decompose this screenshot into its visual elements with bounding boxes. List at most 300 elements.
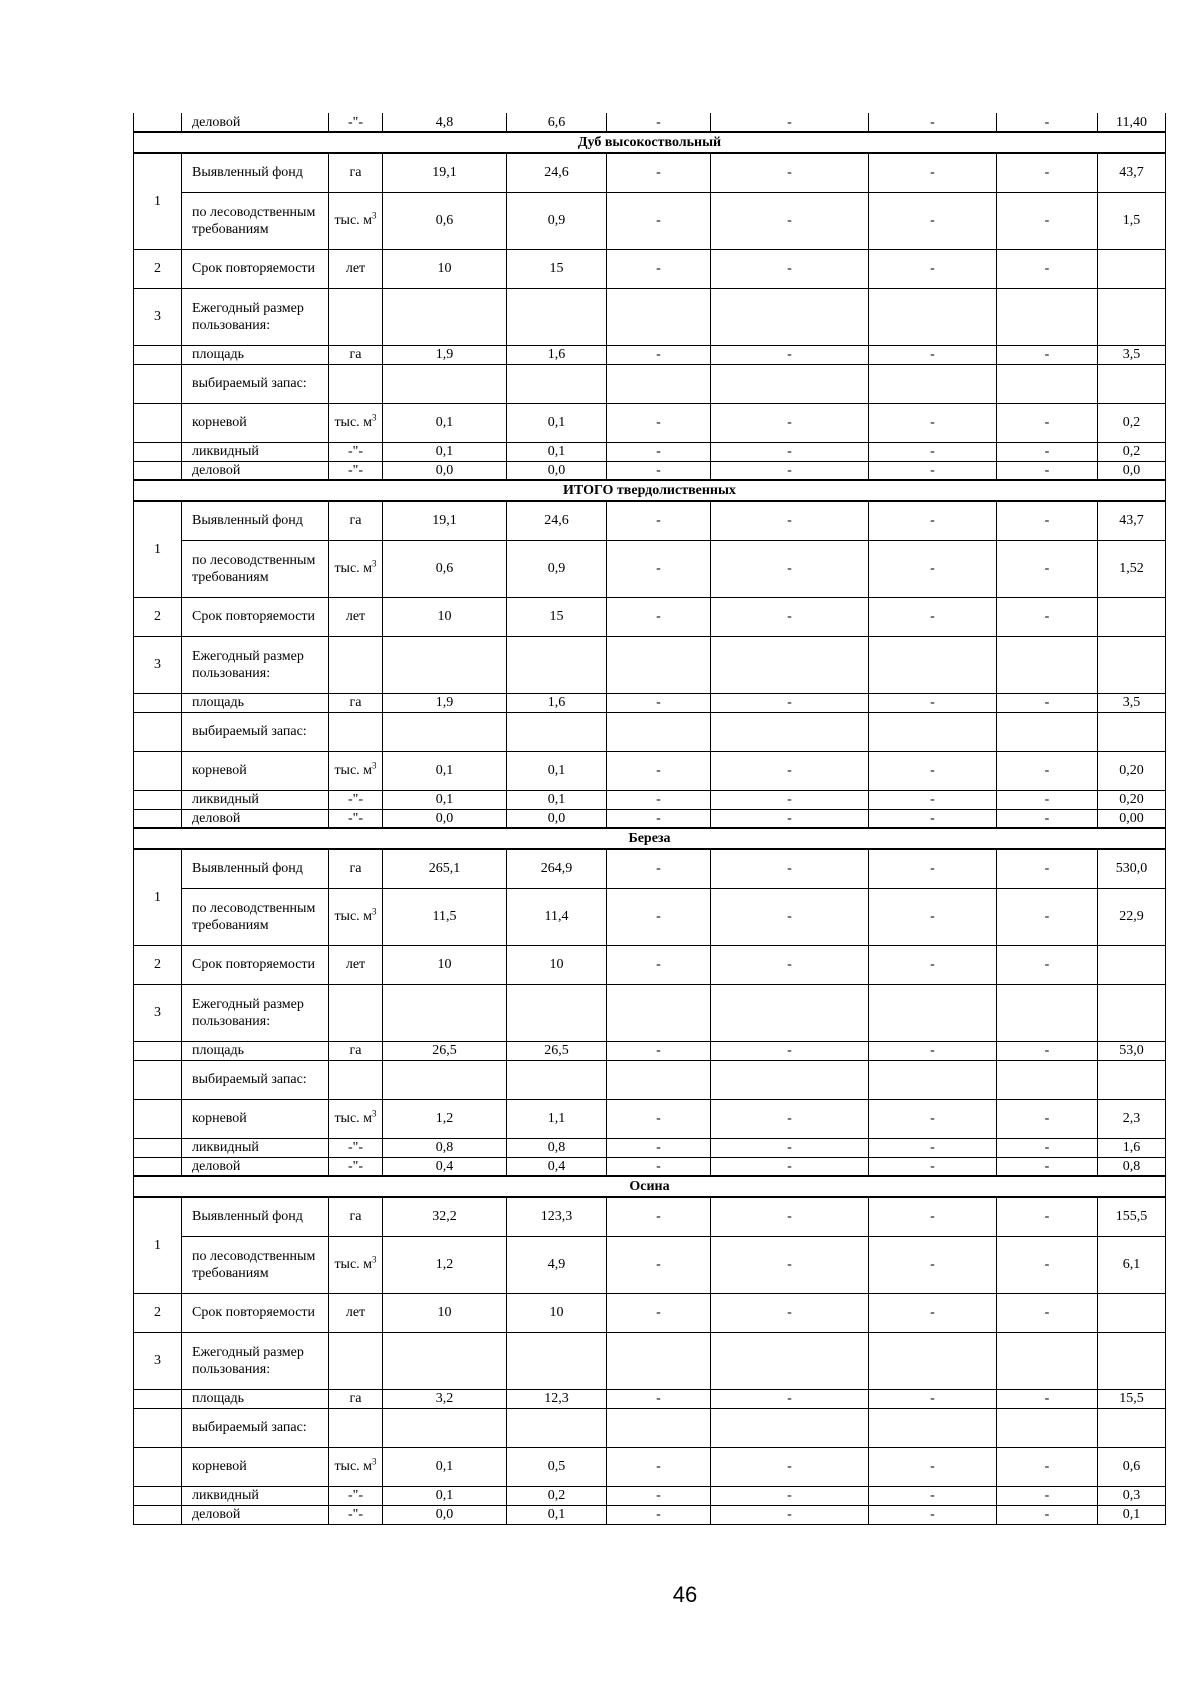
table-cell [869,1060,997,1099]
table-cell [507,1060,607,1099]
table-cell [1098,1293,1166,1332]
table-cell: - [607,461,711,480]
table-cell: - [997,1447,1098,1486]
table-cell [329,1332,383,1389]
table-cell: лет [329,1293,383,1332]
table-cell [134,364,182,403]
table-cell: га [329,153,383,192]
table-row [134,1099,1166,1138]
table-cell: -"- [329,809,383,828]
table-cell [1098,712,1166,751]
table-cell: 0,5 [507,1447,607,1486]
table-cell: тыс. $м^3$ [329,403,383,442]
table-cell: - [869,1197,997,1236]
table-cell: 3 [134,288,182,345]
table-cell: - [997,1197,1098,1236]
table-row [134,1236,1166,1293]
table-cell: площадь [182,345,329,364]
table-cell: - [997,945,1098,984]
table-cell: -"- [329,1138,383,1157]
table-cell: - [869,1389,997,1408]
table-cell: корневой [182,751,329,790]
table-cell [329,1060,383,1099]
table-row [134,1332,1166,1389]
table-cell [607,712,711,751]
table-cell: - [711,540,869,597]
table-row [134,153,1166,192]
table-cell: 1 [134,849,182,945]
table-cell: -"- [329,113,383,132]
section-title: ИТОГО твердолиственных [134,480,1166,501]
table-cell: 155,5 [1098,1197,1166,1236]
table-cell [1098,1332,1166,1389]
table-cell: - [711,751,869,790]
table-cell [383,288,507,345]
table-cell: 4,8 [383,113,507,132]
table-cell: - [997,888,1098,945]
table-cell: - [711,345,869,364]
table-cell [507,712,607,751]
table-body [134,113,1166,1524]
table-cell: 26,5 [383,1041,507,1060]
table-cell: деловой [182,1157,329,1176]
table-cell: 2 [134,249,182,288]
section-header-row [134,480,1166,501]
table-cell [507,1408,607,1447]
table-cell: 1,6 [507,345,607,364]
table-cell [997,364,1098,403]
table-cell [507,984,607,1041]
table-cell [134,790,182,809]
table-cell: 0,1 [383,790,507,809]
table-cell: - [711,1486,869,1505]
table-cell: 1,9 [383,345,507,364]
table-cell: 10 [507,1293,607,1332]
table-cell: 53,0 [1098,1041,1166,1060]
table-cell: 10 [383,1293,507,1332]
table-cell [997,636,1098,693]
table-cell: 2 [134,1293,182,1332]
table-cell: га [329,693,383,712]
table-cell: - [869,1236,997,1293]
table-row [134,249,1166,288]
table-cell: лет [329,945,383,984]
table-cell [134,1389,182,1408]
table-cell [329,364,383,403]
table-cell: 1,52 [1098,540,1166,597]
table-cell: га [329,345,383,364]
table-cell: га [329,1041,383,1060]
table-row [134,751,1166,790]
table-cell [997,1332,1098,1389]
table-cell: - [869,1157,997,1176]
table-cell [607,1060,711,1099]
table-cell: - [869,403,997,442]
table-cell: 1,6 [507,693,607,712]
table-cell: 24,6 [507,153,607,192]
table-row [134,1138,1166,1157]
table-cell: 265,1 [383,849,507,888]
table-cell [711,984,869,1041]
table-cell [1098,636,1166,693]
table-cell: 0,1 [507,751,607,790]
table-cell [134,113,182,132]
table-cell [507,288,607,345]
table-row [134,540,1166,597]
table-cell: 11,40 [1098,113,1166,132]
table-cell: 3,2 [383,1389,507,1408]
table-cell [1098,945,1166,984]
table-cell: - [869,1099,997,1138]
table-cell: 1,6 [1098,1138,1166,1157]
table-cell: 0,1 [383,751,507,790]
table-cell [134,403,182,442]
table-cell: Выявленный фонд [182,501,329,540]
table-cell: тыс. $м^3$ [329,540,383,597]
table-cell: - [869,249,997,288]
table-cell [869,984,997,1041]
table-cell [1098,249,1166,288]
table-cell: 43,7 [1098,501,1166,540]
table-cell: - [607,1197,711,1236]
table-cell [329,636,383,693]
table-cell: 15,5 [1098,1389,1166,1408]
table-cell: - [607,540,711,597]
table-cell: 10 [383,597,507,636]
table-cell: Выявленный фонд [182,849,329,888]
table-cell [383,984,507,1041]
table-cell: 2 [134,945,182,984]
table-row [134,113,1166,132]
table-cell: 15 [507,249,607,288]
table-cell: - [607,345,711,364]
table-cell [607,364,711,403]
table-cell: га [329,1389,383,1408]
table-cell: - [997,403,1098,442]
table-cell: - [711,113,869,132]
table-cell: 0,0 [383,809,507,828]
table-row [134,790,1166,809]
table-cell: - [711,945,869,984]
table-cell: - [607,1486,711,1505]
table-cell: 0,4 [507,1157,607,1176]
table-cell: 3,5 [1098,693,1166,712]
table-cell: 19,1 [383,501,507,540]
table-cell: 1,2 [383,1236,507,1293]
table-cell: Срок повторяемости [182,945,329,984]
table-row [134,1447,1166,1486]
table-row [134,1505,1166,1524]
table-cell: 0,6 [383,540,507,597]
table-row [134,1389,1166,1408]
table-cell: - [607,153,711,192]
table-cell: - [997,790,1098,809]
table-cell: - [997,1138,1098,1157]
table-cell: 1 [134,501,182,597]
table-cell [134,693,182,712]
table-cell: -"- [329,461,383,480]
table-cell: - [869,1447,997,1486]
table-row [134,1486,1166,1505]
table-cell [1098,288,1166,345]
page-number: 46 [672,1582,698,1607]
table-cell: 0,2 [1098,403,1166,442]
table-cell: - [869,849,997,888]
table-cell: - [607,192,711,249]
table-cell: - [997,1157,1098,1176]
table-cell [607,636,711,693]
table-cell: деловой [182,809,329,828]
table-cell [134,1408,182,1447]
table-cell: тыс. $м^3$ [329,1099,383,1138]
table-cell: - [607,249,711,288]
table-cell: выбираемый запас: [182,1060,329,1099]
table-cell: - [711,693,869,712]
table-cell: - [711,1389,869,1408]
table-cell [383,364,507,403]
table-cell: - [869,751,997,790]
table-cell: 4,9 [507,1236,607,1293]
table-cell: - [997,113,1098,132]
table-cell: ликвидный [182,1138,329,1157]
table-cell: 0,6 [1098,1447,1166,1486]
section-header-row [134,1176,1166,1197]
table-cell: 0,8 [1098,1157,1166,1176]
table-cell: 11,5 [383,888,507,945]
table-cell: 19,1 [383,153,507,192]
table-cell [997,712,1098,751]
table-cell: выбираемый запас: [182,1408,329,1447]
table-cell [507,636,607,693]
table-cell: тыс. $м^3$ [329,888,383,945]
table-cell: - [997,442,1098,461]
table-cell [1098,1408,1166,1447]
table-cell: - [711,1293,869,1332]
section-header-row [134,828,1166,849]
table-cell: 3 [134,984,182,1041]
table-cell: - [711,249,869,288]
table-cell: - [997,1293,1098,1332]
table-cell: 3,5 [1098,345,1166,364]
table-cell: площадь [182,1041,329,1060]
table-cell: деловой [182,1505,329,1524]
table-cell [869,364,997,403]
table-cell: -"- [329,442,383,461]
table-cell [383,1332,507,1389]
table-cell: - [997,809,1098,828]
table-cell: - [997,1505,1098,1524]
table-cell [134,1505,182,1524]
table-cell: 24,6 [507,501,607,540]
table-cell: - [711,888,869,945]
table-cell: 0,6 [383,192,507,249]
table-cell: - [711,153,869,192]
table-cell: 6,6 [507,113,607,132]
table-cell: тыс. $м^3$ [329,1447,383,1486]
table-cell: 1 [134,1197,182,1293]
table-row [134,501,1166,540]
table-cell: - [711,1236,869,1293]
table-cell: 0,1 [1098,1505,1166,1524]
table-cell [1098,364,1166,403]
table-cell: выбираемый запас: [182,364,329,403]
table-cell: 0,1 [383,1447,507,1486]
table-cell: 1,1 [507,1099,607,1138]
table-cell [997,1060,1098,1099]
table-cell: - [607,1041,711,1060]
table-cell: - [997,192,1098,249]
table-cell: - [607,888,711,945]
table-cell: - [607,849,711,888]
table-cell: 0,0 [507,461,607,480]
table-cell [869,1332,997,1389]
table-cell: 0,2 [507,1486,607,1505]
table-cell: 11,4 [507,888,607,945]
table-cell [134,442,182,461]
table-cell: 123,3 [507,1197,607,1236]
table-cell [329,288,383,345]
table-cell: 0,1 [507,403,607,442]
table-cell: - [997,1486,1098,1505]
table-cell: - [607,1505,711,1524]
table-cell [134,1486,182,1505]
table-row [134,888,1166,945]
table-cell: - [869,888,997,945]
table-cell [329,712,383,751]
table-cell: - [711,1447,869,1486]
table-cell: - [997,1236,1098,1293]
table-cell: - [869,809,997,828]
table-cell [134,1041,182,1060]
table-cell: ликвидный [182,442,329,461]
table-cell: - [607,1099,711,1138]
table-cell: - [869,1041,997,1060]
table-cell: Выявленный фонд [182,1197,329,1236]
table-row [134,403,1166,442]
table-cell: - [607,1157,711,1176]
table-cell: тыс. $м^3$ [329,192,383,249]
table-cell: тыс. $м^3$ [329,1236,383,1293]
table-cell: - [997,249,1098,288]
table-cell [507,364,607,403]
table-cell [507,1332,607,1389]
table-cell [383,1060,507,1099]
table-row [134,849,1166,888]
table-cell: 22,9 [1098,888,1166,945]
table-cell: ликвидный [182,1486,329,1505]
table-cell: 0,1 [507,442,607,461]
table-cell: 0,2 [1098,442,1166,461]
table-cell [383,1408,507,1447]
table-cell: - [607,1138,711,1157]
table-cell: га [329,849,383,888]
table-cell: - [607,597,711,636]
table-cell: - [869,597,997,636]
table-cell: лет [329,249,383,288]
table-row [134,636,1166,693]
table-row [134,461,1166,480]
table-row [134,288,1166,345]
table-cell [869,288,997,345]
table-cell: - [997,751,1098,790]
table-cell: - [607,1236,711,1293]
table-cell: площадь [182,693,329,712]
table-cell: - [607,945,711,984]
table-cell [134,461,182,480]
table-cell: - [711,1157,869,1176]
table-cell: корневой [182,403,329,442]
table-cell: корневой [182,1099,329,1138]
table-cell: 43,7 [1098,153,1166,192]
table-cell [869,712,997,751]
table-cell: - [607,1389,711,1408]
table-cell [711,1332,869,1389]
table-cell: - [997,1099,1098,1138]
table-cell: - [869,192,997,249]
table-cell: 0,1 [383,403,507,442]
table-cell: - [607,442,711,461]
table-cell: Ежегодный размер пользования: [182,636,329,693]
table-cell [134,1138,182,1157]
table-cell: 10 [383,945,507,984]
table-cell [607,1408,711,1447]
table-cell: - [997,153,1098,192]
table-cell: -"- [329,790,383,809]
table-cell: по лесоводственным требованиям [182,1236,329,1293]
table-cell [1098,1060,1166,1099]
table-cell [329,1408,383,1447]
table-cell: - [711,1505,869,1524]
table-row [134,192,1166,249]
table-cell: Ежегодный размер пользования: [182,288,329,345]
table-row [134,597,1166,636]
table-cell: 0,1 [507,1505,607,1524]
table-cell: - [869,442,997,461]
table-cell: 10 [507,945,607,984]
table-cell: - [607,113,711,132]
table-cell: - [711,192,869,249]
table-cell: 0,0 [1098,461,1166,480]
table-cell: - [711,442,869,461]
table-cell [607,1332,711,1389]
table-cell: 0,8 [507,1138,607,1157]
table-cell: деловой [182,113,329,132]
table-cell [134,1447,182,1486]
table-cell: деловой [182,461,329,480]
table-cell: - [607,501,711,540]
table-row [134,442,1166,461]
table-cell: - [997,597,1098,636]
table-cell [134,712,182,751]
table-cell: 264,9 [507,849,607,888]
table-cell: 26,5 [507,1041,607,1060]
table-cell: - [869,1486,997,1505]
table-cell [134,1099,182,1138]
table-cell: -"- [329,1157,383,1176]
table-cell: - [997,1041,1098,1060]
table-cell: площадь [182,1389,329,1408]
table-cell: - [711,849,869,888]
section-title: Дуб высокоствольный [134,132,1166,153]
table-cell [711,712,869,751]
table-cell: 0,9 [507,192,607,249]
table-cell: - [869,1293,997,1332]
table-cell: 0,8 [383,1138,507,1157]
table-cell: - [997,849,1098,888]
table-cell: - [711,1099,869,1138]
table-cell [711,288,869,345]
table-cell: - [711,461,869,480]
